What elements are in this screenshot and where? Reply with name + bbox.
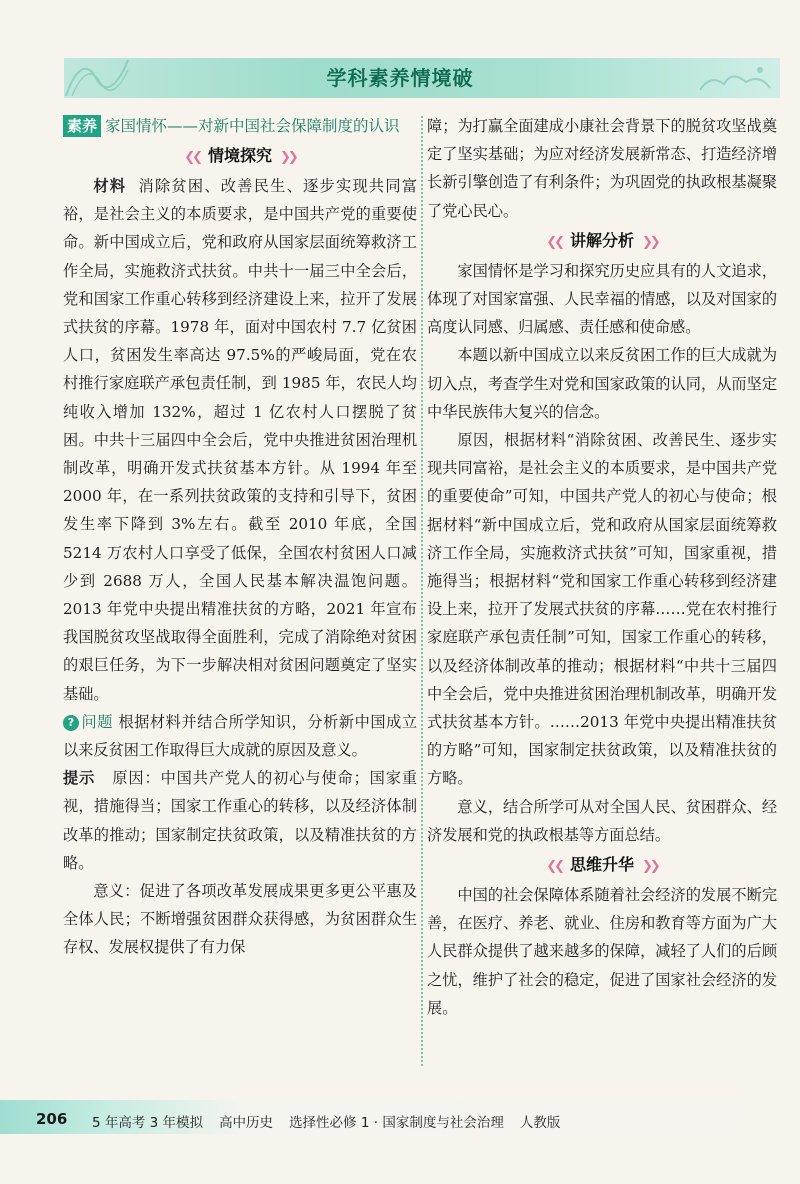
footer-volume: 选择性必修 1 · 国家制度与社会治理: [289, 1115, 504, 1131]
analysis-paragraph: 家国情怀是学习和探究历史应具有的人文追求，体现了对国家富强、人民幸福的情感，以及对国家的高度认同感、归属感、责任感和使命感。: [427, 261, 777, 337]
hint-reason-paragraph: [63, 764, 417, 877]
material-label: 材料: [93, 177, 127, 195]
question-paragraph: [63, 708, 417, 764]
left-column: [63, 112, 417, 962]
analysis-paragraph: 本题以新中国成立以来反贫困工作的巨大成就为切入点，考查学生对党和国家政策的认同，从而坚定中华民族伟大复兴的信念。: [427, 346, 777, 421]
material-paragraph: [63, 172, 417, 708]
footer-subject: 高中历史: [219, 1115, 274, 1131]
hint-meaning-paragraph: [63, 877, 417, 962]
hint-reason-text: 原因：中国共产党人的初心与使命；国家重视，措施得当；国家工作重心的转移，以及经济体制改革的推动；国家制定扶贫政策，以及精准扶贫的方略。: [63, 769, 418, 872]
sublimation-paragraph: 中国的社会保障体系随着社会经济的发展不断完善，在医疗、养老、就业、住房和教育等方面为广大人民群众提供了越来越多的保障，减轻了人们的后顾之忧，维护了社会的稳定，促进了国家社会经济的发展。: [427, 886, 777, 1017]
chevron-left-icon: ❮❮: [184, 150, 200, 165]
footer-info: [92, 1111, 576, 1131]
question-icon: ?: [63, 715, 79, 731]
right-column: [427, 112, 777, 1022]
section-analysis-heading: [427, 227, 777, 255]
chevron-right-icon: ❯❯: [642, 859, 658, 875]
chevron-left-icon: ❮❮: [546, 859, 562, 875]
chevron-left-icon: ❮❮: [546, 234, 562, 250]
section-scenario-heading: [63, 142, 417, 170]
section-sublimation-label: 思维升华: [569, 855, 634, 875]
analysis-paragraph: 意义，结合所学可从对全国人民、贫困群众、经济发展和党的执政根基等方面总结。: [427, 797, 777, 844]
section-sublimation-heading: [427, 851, 777, 879]
hint-meaning-start: 意义：促进了各项改革发展成果更多更公平惠及全体人民；不断增强贫困群众获得感，为贫困群众生存权、发展权提供了有力保: [63, 882, 417, 957]
question-text: 根据材料并结合所学知识，分析新中国成立以来反贫困工作取得巨大成就的原因及意义。: [63, 712, 418, 760]
column-divider: [421, 116, 423, 1066]
topic-heading: [63, 112, 417, 140]
chevron-right-icon: ❯❯: [280, 150, 296, 165]
analysis-paragraph: 原因，根据材料“消除贫困、改善民生、逐步实现共同富裕，是社会主义的本质要求，是中国共产党的重要使命”可知，中国共产党人的初心与使命；根据材料“新中国成立后，党和政府从国家层面统筹救济工作全局，实施救济式扶贫”可知，国家重视，措施得当；根据材料“党和国家工作重心转移到经济建设上来，拉开了发展式扶贫的序幕……党在农村推行家庭联产承包责任制”可知，国家工作重心的转移，以及经济体制改革的推动；根据材料“中共十三届四中全会后，党中央推进贫困治理机制改革，明确开发式扶贫基本方针。……2013 年党中央提出精准扶贫的方略”可知，国家制定扶贫政策，以及精准扶贫的方略。: [427, 431, 777, 788]
topic-tag: 素养: [63, 115, 101, 137]
topic-text: 家国情怀——对新中国社会保障制度的认识: [105, 117, 400, 135]
section-scenario-label: 情境探究: [207, 146, 272, 165]
footer-book: 5 年高考 3 年模拟: [92, 1115, 204, 1131]
question-tag: [63, 713, 113, 731]
section-analysis-label: 讲解分析: [569, 230, 634, 250]
footer-publisher: 人教版: [519, 1115, 561, 1131]
chevron-right-icon: ❯❯: [642, 234, 658, 250]
material-text: 消除贫困、改善民生、逐步实现共同富裕，是社会主义的本质要求，是中国共产党的重要使命。新中国成立后，党和政府从国家层面统筹救济工作全局，实施救济式扶贫。中共十一届三中全会后，党和国家工作重心转移到经济建设上来，拉开了发展式扶贫的序幕。1978 年，面对中国农村 7.7 亿贫困人口，贫困发生率高达 97.5%的严峻局面，党在农村推行家庭联产承包责任制，到 1985 年，农民人均纯收入增加 132%，超过 1 亿农村人口摆脱了贫困。中共十三届四中全会后，党中央推进贫困治理机制改革，明确开发式扶贫基本方针。从 1994 年至 2000 年，在一系列扶贫政策的支持和引导下，贫困发生率下降到 3%左右。截至 2010 年底，全国 5214 万农村人口享受了低保，全国农村贫困人口减少到 2688 万人，全国人民基本解决温饱问题。2013 年党中央提出精准扶贫的方略，2021 年宣布我国脱贫攻坚战取得全面胜利，完成了消除绝对贫困的艰巨任务，为下一步解决相对贫困问题奠定了坚实基础。: [63, 177, 418, 703]
question-label: 问题: [81, 712, 114, 731]
hint-label: 提示: [63, 769, 96, 788]
banner-title: 学科素养情境破: [326, 66, 474, 90]
hint-meaning-continued: 障；为打赢全面建成小康社会背景下的脱贫攻坚战奠定了坚实基础；为应对经济发展新常态、打造经济增长新引擎创造了有利条件；为巩固党的执政根基凝聚了党心民心。: [427, 117, 777, 220]
page-number: 206: [36, 1110, 68, 1128]
